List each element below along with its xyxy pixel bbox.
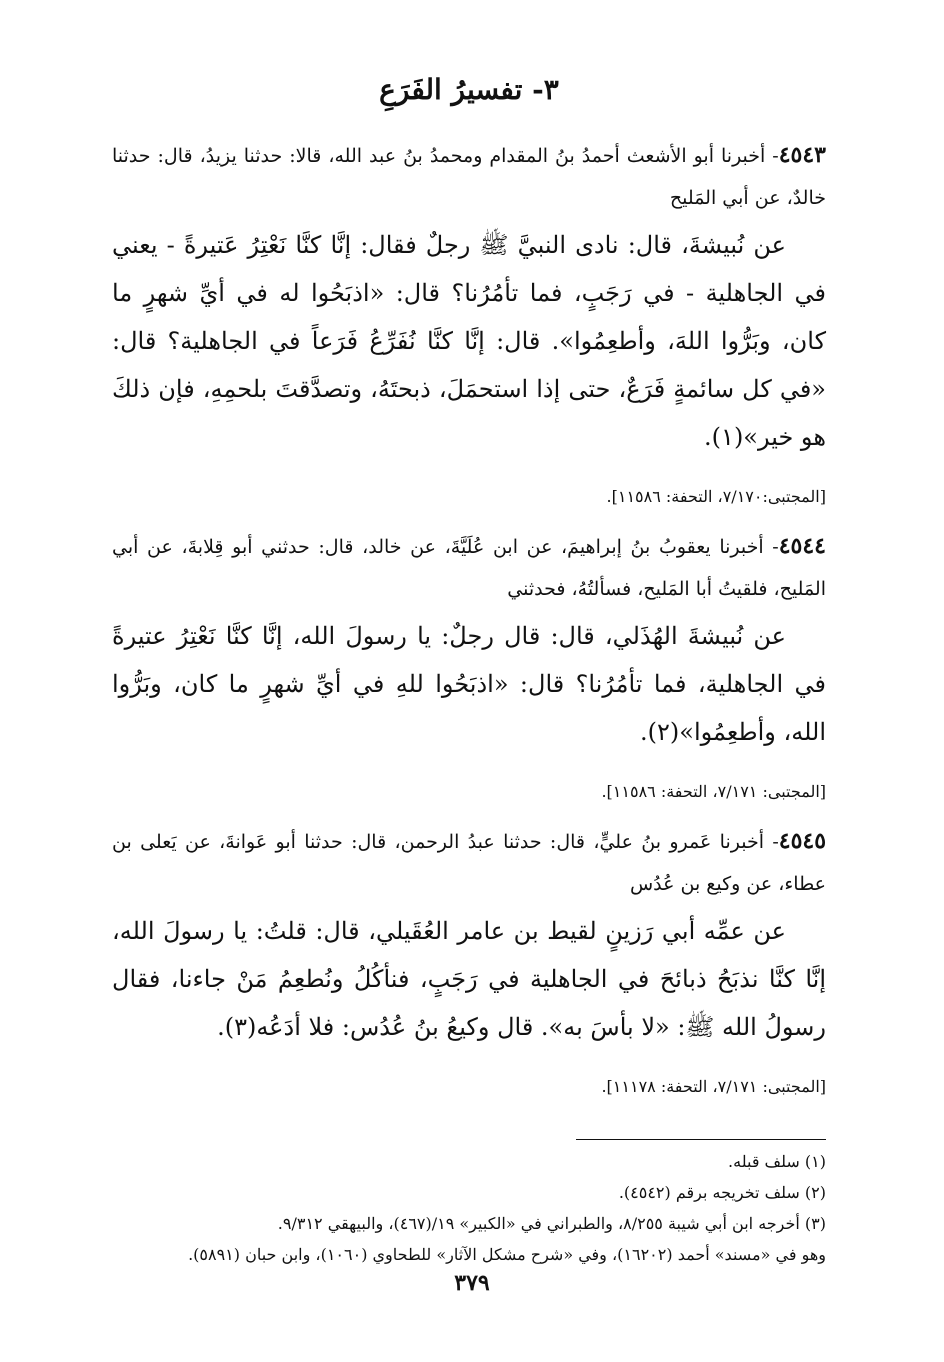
hadith-number: ٤٥٤٥ — [778, 828, 827, 854]
page-number: ٣٧٩ — [454, 1270, 490, 1296]
isnad-text: - أخبرنا عَمرو بنُ عليٍّ، قال: حدثنا عبدُ الرحمن، قال: حدثنا أبو عَوانةَ، عن يَعلى بن عطاء، عن وكيع بن عُدُس — [112, 831, 826, 895]
footnotes — [112, 1146, 826, 1270]
footnote-3: (٣) أخرجه ابن أبي شيبة ٨/٢٥٥، والطبراني في «الكبير» ١٩/(٤٦٧)، والبيهقي ٩/٣١٢. — [277, 1214, 826, 1233]
hadith-number: ٤٥٤٤ — [778, 533, 826, 559]
hadith-4543 — [112, 134, 826, 511]
hadith-isnad — [112, 820, 826, 905]
footnote-3-continued: وهو في «مسند» أحمد (١٦٢٠٢)، وفي «شرح مشكل الآثار» للطحاوي (١٠٦٠)، وابن حبان (٥٨٩١). — [188, 1245, 826, 1264]
hadith-4545 — [112, 820, 826, 1101]
isnad-text: - أخبرنا يعقوبُ بنُ إبراهيمَ، عن ابن عُلَيَّةَ، عن خالد، قال: حدثني أبو قِلابةَ، عن أبي المَليح، فلقيتُ أبا المَليح، فسألتُهُ، فحدثني — [112, 536, 826, 600]
hadith-isnad — [112, 525, 826, 610]
hadith-4544 — [112, 525, 826, 806]
hadith-reference: [المجتبى: ٧/١٧١، التحفة: ١١١٧٨]. — [601, 1077, 826, 1096]
hadith-matn: عن نُبيشةَ الهُذَلي، قال: قال رجلٌ: يا رسولَ الله، إنَّا كنَّا نَعْتِرُ عتيرةً في الجاهلية، فما تأمُرُنا؟ قال: «اذبَحُوا للهِ في أيِّ شهرٍ ما كان، وبَرُّوا الله، وأطعِمُوا»(٢). — [112, 622, 826, 746]
hadith-reference: [المجتبى:٧/١٧٠، التحفة: ١١٥٨٦]. — [606, 487, 826, 506]
footnote-2: (٢) سلف تخريجه برقم (٤٥٤٢). — [618, 1183, 826, 1202]
footnote-divider — [576, 1139, 826, 1140]
hadith-number: ٤٥٤٣ — [778, 142, 826, 168]
footnote-1: (١) سلف قبله. — [728, 1152, 826, 1171]
section-title: ٣- تفسيرُ الفَرَعِ — [379, 73, 559, 106]
hadith-matn: عن نُبيشةَ، قال: نادى النبيَّ ﷺ رجلٌ فقال: إنَّا كنَّا نَعْتِرُ عَتيرةً - يعني في الجاهلية - في رَجَبٍ، فما تأمُرُنا؟ قال: «اذبَحُوا له في أيِّ شهرٍ ما كان، وبَرُّوا اللهَ، وأطعِمُوا». قال: إنَّا كنَّا نُفَرِّعُ فَرَعاً في الجاهلية؟ قال: «في كل سائمةٍ فَرَعٌ، حتى إذا استحمَلَ، ذبحتَهُ، وتصدَّقتَ بلحمِهِ، فإن ذلكَ هو خير»(١). — [112, 231, 826, 451]
hadith-isnad — [112, 134, 826, 219]
hadith-matn: عن عمِّه أبي رَزينٍ لقيط بن عامر العُقَيلي، قال: قلتُ: يا رسولَ الله، إنَّا كنَّا نذبَحُ ذبائحَ في الجاهلية في رَجَبٍ، فنأكُلُ ونُطعِمُ مَنْ جاءنا، فقال رسولُ الله ﷺ: «لا بأسَ به». قال وكيعُ بنُ عُدُس: فلا أدَعُه(٣). — [112, 917, 826, 1041]
isnad-text: - أخبرنا أبو الأشعث أحمدُ بنُ المقدام ومحمدُ بنُ عبد الله، قالا: حدثنا يزيدُ، قال: حدثنا خالدٌ، عن أبي المَليح — [112, 145, 826, 209]
hadith-reference: [المجتبى: ٧/١٧١، التحفة: ١١٥٨٦]. — [601, 782, 826, 801]
